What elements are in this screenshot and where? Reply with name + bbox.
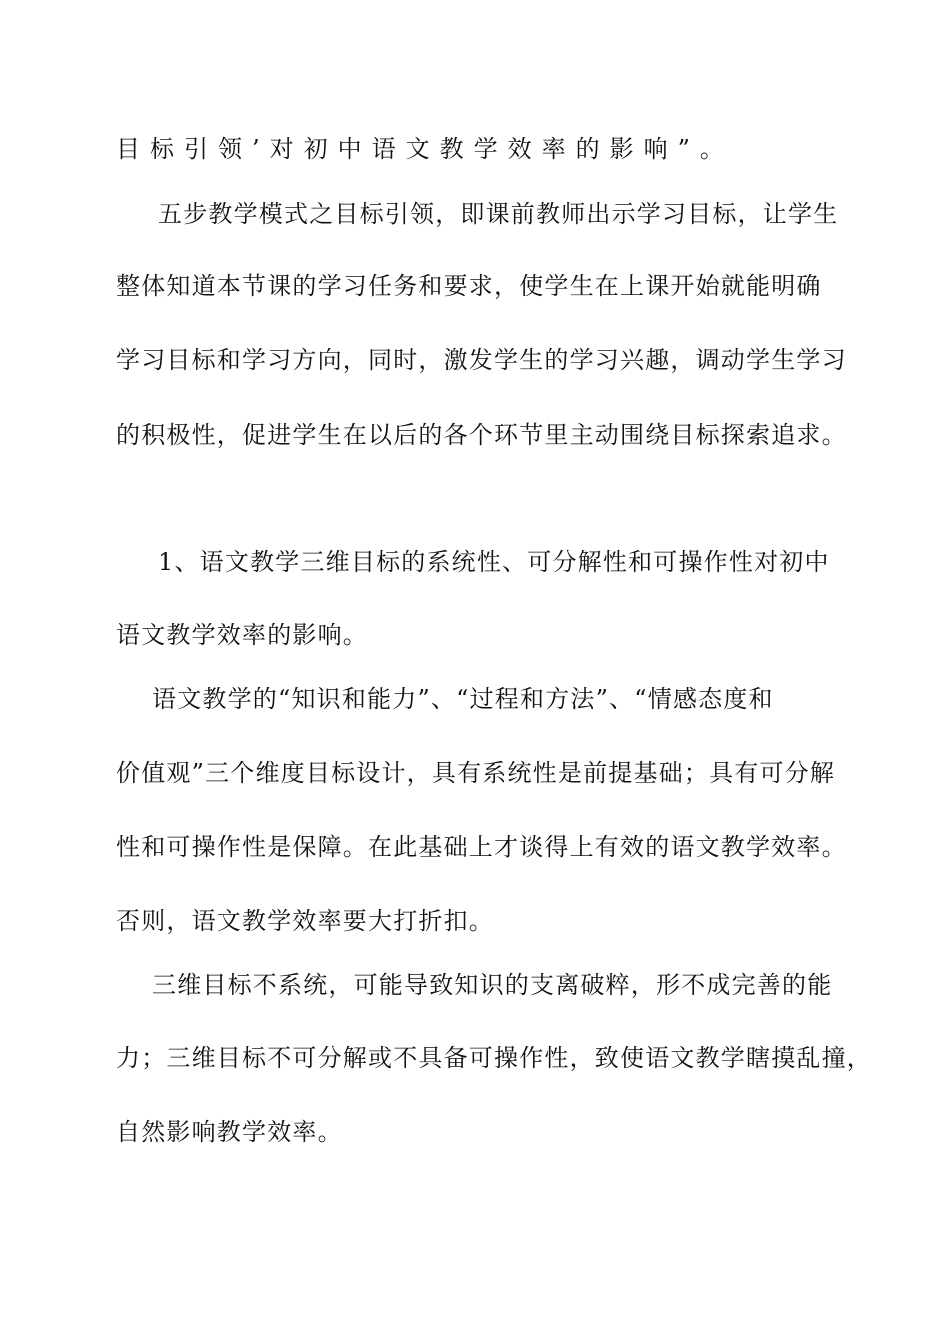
text-line-5: 的积极性，促进学生在以后的各个环节里主动围绕目标探索追求。 — [116, 421, 847, 449]
text-line-7: 语文教学效率的影响。 — [116, 621, 368, 649]
text-line-4: 学习目标和学习方向，同时，激发学生的学习兴趣，调动学生学习 — [116, 346, 847, 374]
text-line-10: 性和可操作性是保障。在此基础上才谈得上有效的语文教学效率。 — [116, 833, 847, 861]
text-line-1: 目标引领’对初中语文教学效率的影响”。 — [116, 135, 734, 163]
text-line-3: 整体知道本节课的学习任务和要求，使学生在上课开始就能明确 — [116, 272, 822, 300]
text-line-12: 三维目标不系统，可能导致知识的支离破粹，形不成完善的能 — [152, 971, 833, 999]
text-line-13: 力；三维目标不可分解或不具备可操作性，致使语文教学瞎摸乱撞， — [116, 1044, 872, 1072]
text-line-9: 价值观”三个维度目标设计，具有系统性是前提基础；具有可分解 — [116, 759, 836, 787]
text-line-11: 否则，语文教学效率要大打折扣。 — [116, 907, 494, 935]
text-line-2: 五步教学模式之目标引领，即课前教师出示学习目标，让学生 — [158, 200, 839, 228]
section-heading-1: 1、语文教学三维目标的系统性、可分解性和可操作性对初中 — [158, 548, 830, 576]
text-line-8: 语文教学的“知识和能力”、“过程和方法”、“情感态度和 — [152, 685, 774, 713]
text-line-14: 自然影响教学效率。 — [116, 1118, 343, 1146]
